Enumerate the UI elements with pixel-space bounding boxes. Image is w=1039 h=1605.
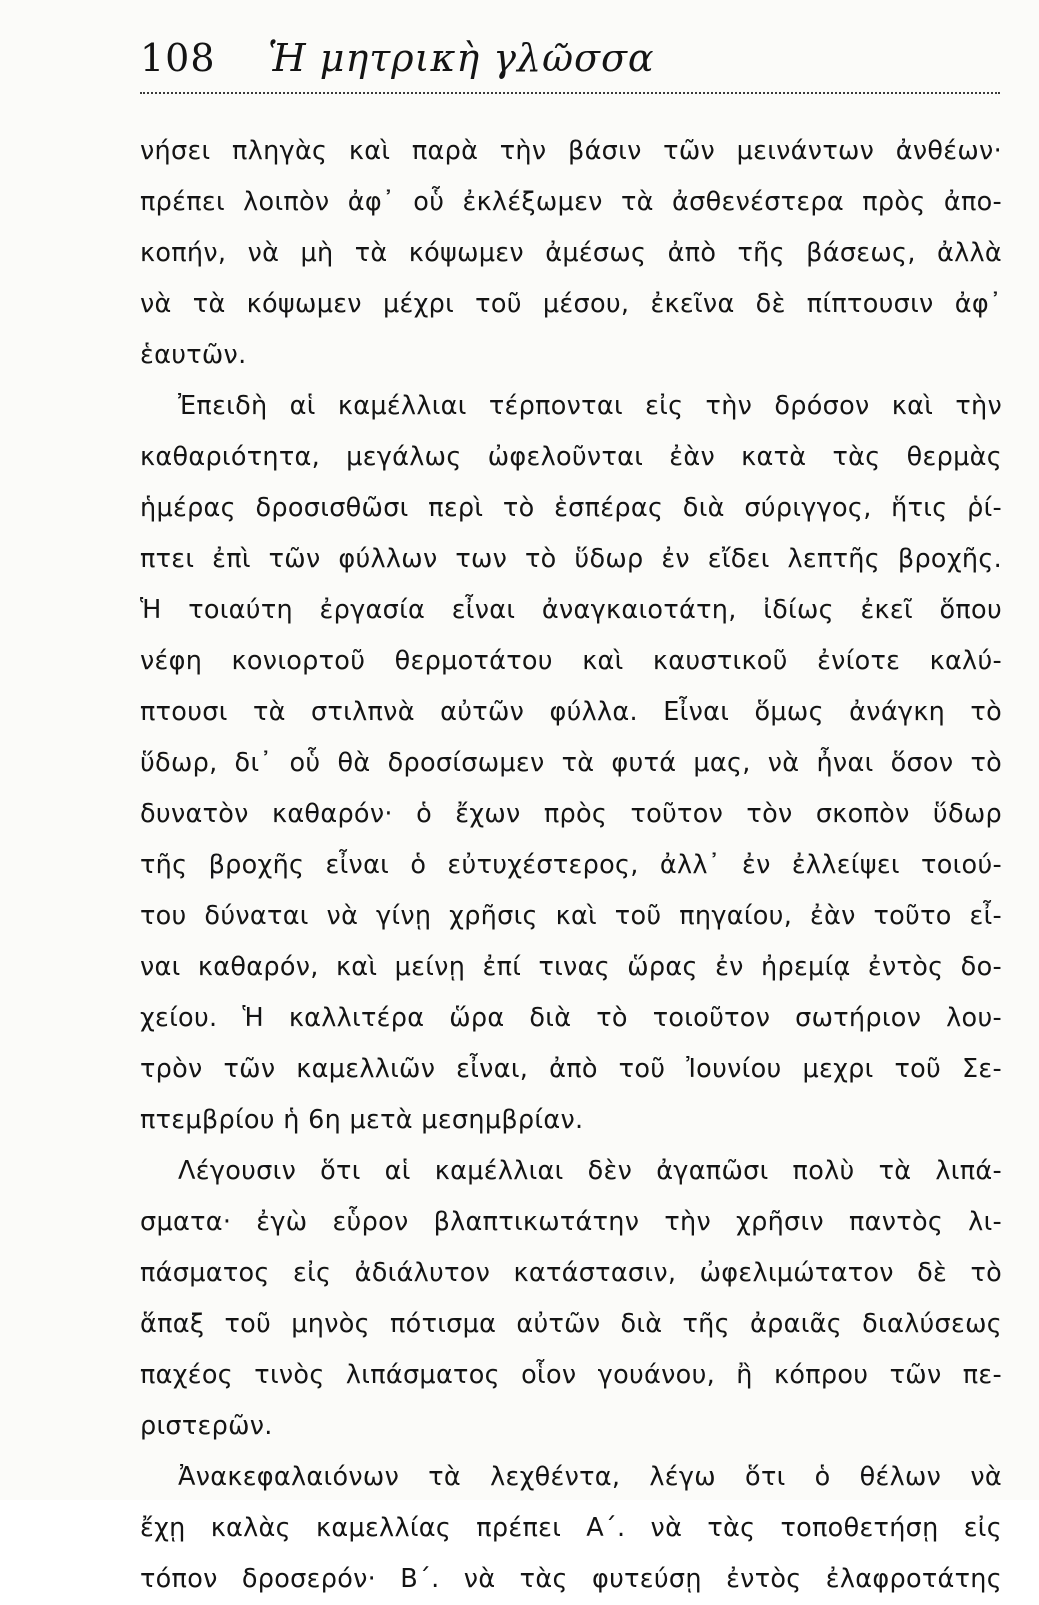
page-header (140, 30, 1000, 86)
body-text (140, 126, 1002, 1605)
text-line: τρὸν τῶν καμελλιῶν εἶναι, ἀπὸ τοῦ Ἰουνίου μεχρι τοῦ Σε- (140, 1054, 1002, 1084)
text-line: Λέγουσιν ὅτι αἱ καμέλλιαι δὲν ἀγαπῶσι πολὺ τὰ λιπά- (178, 1156, 1002, 1186)
text-line: πάσματος εἰς ἀδιάλυτον κατάστασιν, ὠφελιμώτατον δὲ τὸ (140, 1258, 1002, 1288)
text-line: Ἀνακεφαλαιόνων τὰ λεχθέντα, λέγω ὅτι ὁ θέλων νὰ (178, 1462, 1002, 1492)
text-line: χείου. Ἡ καλλιτέρα ὥρα διὰ τὸ τοιοῦτον σωτήριον λου- (140, 1003, 1002, 1033)
text-line: πρέπει λοιπὸν ἀφ᾽ οὗ ἐκλέξωμεν τὰ ἀσθενέστερα πρὸς ἀπο- (140, 187, 1002, 217)
running-title: Ἡ μητρικὴ γλῶσσα (268, 36, 655, 80)
text-line: ναι καθαρόν, καὶ μείνῃ ἐπί τινας ὥρας ἐν ἠρεμίᾳ ἐντὸς δο- (140, 952, 1002, 982)
text-line: σματα· ἐγὼ εὗρον βλαπτικωτάτην τὴν χρῆσιν παντὸς λι- (140, 1207, 1002, 1237)
page-number: 108 (140, 36, 216, 80)
text-line: παχέος τινὸς λιπάσματος οἷον γουάνου, ἢ κόπρου τῶν πε- (140, 1360, 1002, 1390)
text-line: καθαριότητα, μεγάλως ὠφελοῦνται ἐὰν κατὰ τὰς θερμὰς (140, 442, 1002, 472)
text-line: νήσει πληγὰς καὶ παρὰ τὴν βάσιν τῶν μεινάντων ἀνθέων· (140, 136, 1002, 166)
text-line: νὰ τὰ κόψωμεν μέχρι τοῦ μέσου, ἐκεῖνα δὲ πίπτουσιν ἀφ᾽ (140, 289, 1002, 319)
text-line: ἅπαξ τοῦ μηνὸς πότισμα αὐτῶν διὰ τῆς ἀραιᾶς διαλύσεως (140, 1309, 1002, 1339)
text-line: Ἡ τοιαύτη ἐργασία εἶναι ἀναγκαιοτάτη, ἰδίως ἐκεῖ ὅπου (140, 595, 1002, 625)
text-line: ἔχῃ καλὰς καμελλίας πρέπει Α΄. νὰ τὰς τοποθετήσῃ εἰς (140, 1513, 1002, 1543)
text-line: τόπον δροσερόν· Β΄. νὰ τὰς φυτεύσῃ ἐντὸς ἐλαφροτάτης (140, 1564, 1002, 1594)
text-line: πτουσι τὰ στιλπνὰ αὐτῶν φύλλα. Εἶναι ὅμως ἀνάγκη τὸ (140, 697, 1002, 727)
text-line: πτει ἐπὶ τῶν φύλλων των τὸ ὕδωρ ἐν εἴδει λεπτῆς βροχῆς. (140, 544, 1002, 574)
header-rule (140, 92, 1000, 94)
text-line: τῆς βροχῆς εἶναι ὁ εὐτυχέστερος, ἀλλ᾽ ἐν ἐλλείψει τοιού- (140, 850, 1002, 880)
text-line: ριστερῶν. (140, 1411, 273, 1441)
text-line: πτεμβρίου ἡ 6η μετὰ μεσημβρίαν. (140, 1105, 584, 1135)
text-line: του δύναται νὰ γίνῃ χρῆσις καὶ τοῦ πηγαίου, ἐὰν τοῦτο εἶ- (140, 901, 1002, 931)
text-line: ὕδωρ, δι᾽ οὗ θὰ δροσίσωμεν τὰ φυτά μας, νὰ ἦναι ὅσον τὸ (140, 748, 1002, 778)
text-line: κοπήν, νὰ μὴ τὰ κόψωμεν ἀμέσως ἀπὸ τῆς βάσεως, ἀλλὰ (140, 238, 1002, 268)
text-line: Ἐπειδὴ αἱ καμέλλιαι τέρπονται εἰς τὴν δρόσον καὶ τὴν (178, 391, 1002, 421)
text-line: νέφη κονιορτοῦ θερμοτάτου καὶ καυστικοῦ ἐνίοτε καλύ- (140, 646, 1002, 676)
text-line: ἑαυτῶν. (140, 340, 247, 370)
text-line: δυνατὸν καθαρόν· ὁ ἔχων πρὸς τοῦτον τὸν σκοπὸν ὕδωρ (140, 799, 1002, 829)
text-line: ἡμέρας δροσισθῶσι περὶ τὸ ἑσπέρας διὰ σύριγγος, ἥτις ῥί- (140, 493, 1002, 523)
